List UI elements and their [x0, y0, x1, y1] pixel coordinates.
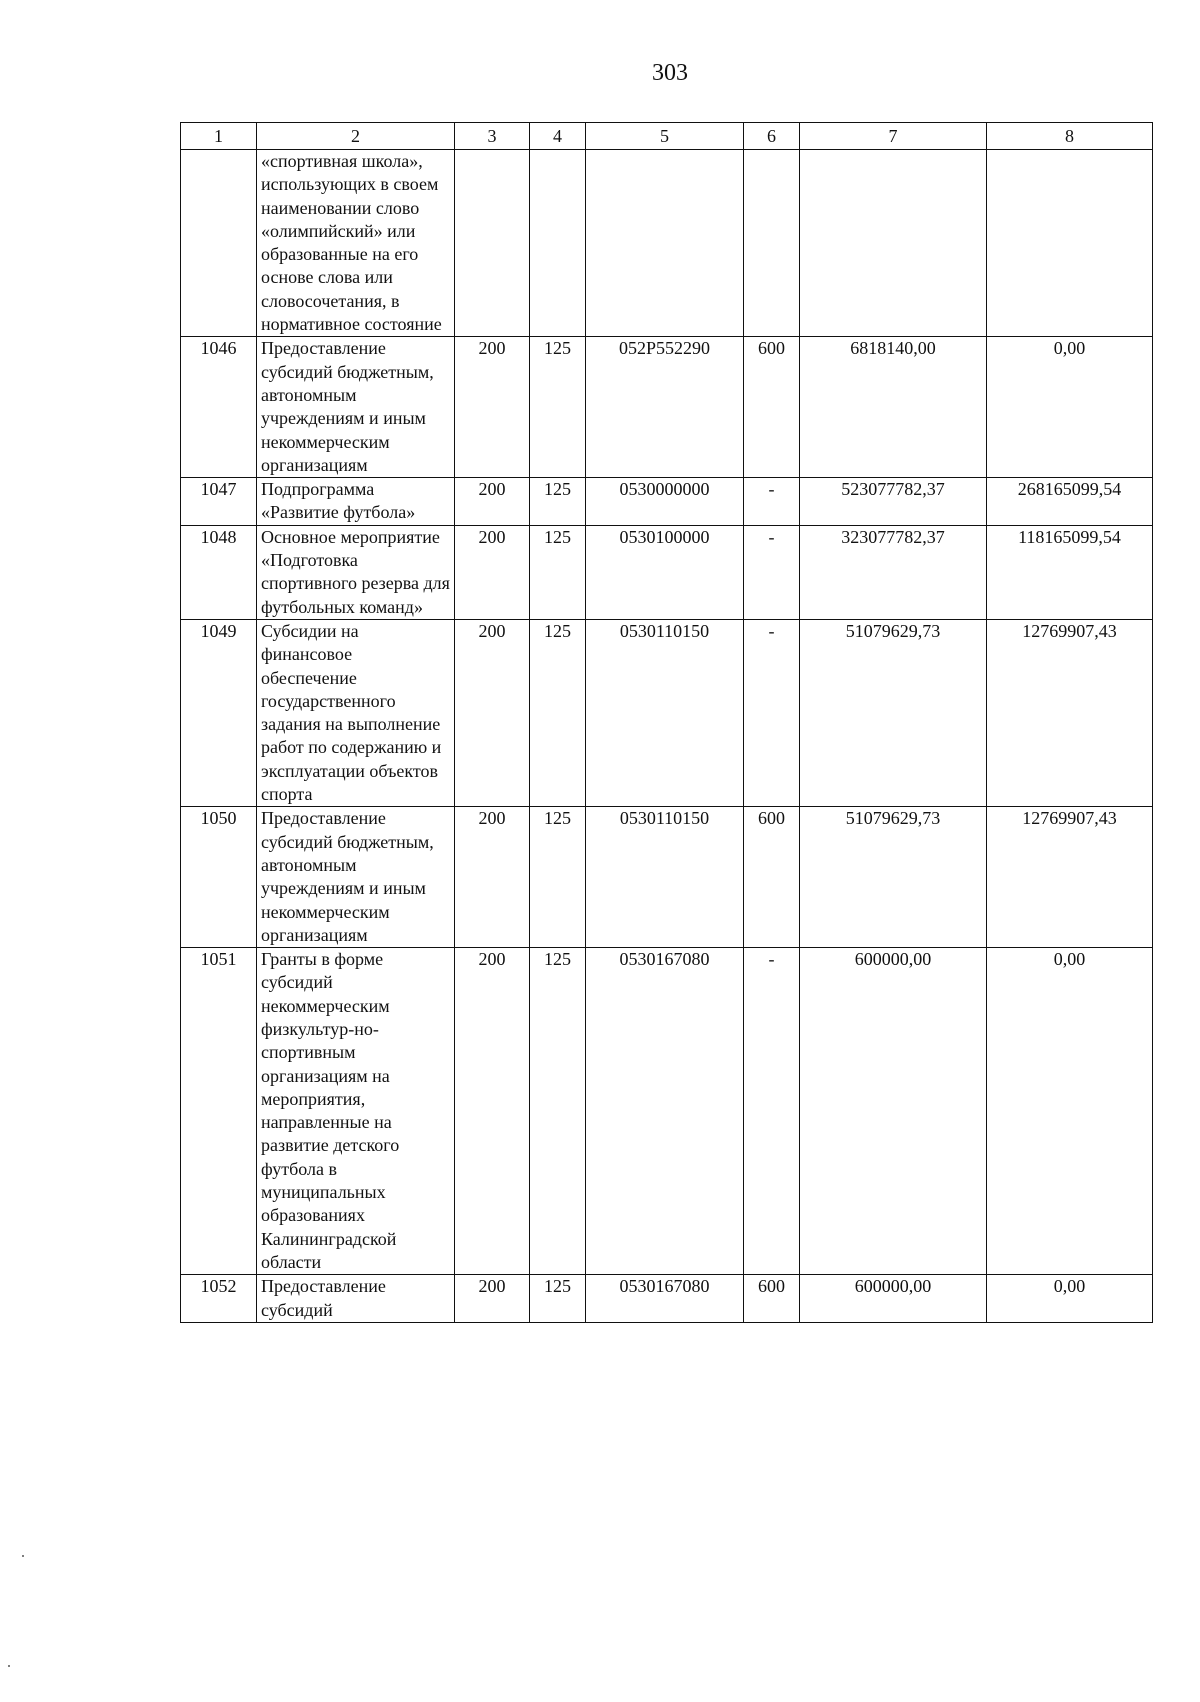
- header-col-5: 5: [586, 123, 744, 150]
- table-row: [181, 948, 1153, 1275]
- row-sum-2: 268165099,54: [987, 478, 1153, 526]
- row-sum-1: 6818140,00: [800, 337, 987, 478]
- row-csr: 052P552290: [586, 337, 744, 478]
- row-sum-1: 600000,00: [800, 1275, 987, 1323]
- row-code: 200: [455, 948, 530, 1275]
- table-row: [181, 150, 1153, 337]
- row-subsection: 125: [530, 478, 586, 526]
- row-name: Предоставление субсидий бюджетным, автономным учреждениям и иным некоммерческим организациям: [257, 337, 455, 478]
- page-number: 303: [652, 60, 688, 86]
- row-csr: [586, 150, 744, 337]
- row-sum-1: 523077782,37: [800, 478, 987, 526]
- row-number: 1046: [181, 337, 257, 478]
- row-sum-1: 323077782,37: [800, 525, 987, 619]
- scan-speck: [22, 1555, 24, 1557]
- row-vr: -: [744, 948, 800, 1275]
- row-number: 1048: [181, 525, 257, 619]
- row-sum-2: 118165099,54: [987, 525, 1153, 619]
- row-name: Подпрограмма «Развитие футбола»: [257, 478, 455, 526]
- row-subsection: 125: [530, 525, 586, 619]
- row-vr: -: [744, 525, 800, 619]
- table-header-row: [181, 123, 1153, 150]
- row-sum-2: 0,00: [987, 948, 1153, 1275]
- row-sum-2: 0,00: [987, 1275, 1153, 1323]
- row-vr: -: [744, 478, 800, 526]
- row-name: «спортивная школа», использующих в своем наименовании слово «олимпийский» или образованные на его основе слова или словосочетания, в нормативное состояние: [257, 150, 455, 337]
- header-col-8: 8: [987, 123, 1153, 150]
- row-sum-1: [800, 150, 987, 337]
- row-csr: 0530110150: [586, 619, 744, 806]
- row-sum-2: 12769907,43: [987, 807, 1153, 948]
- row-name: Предоставление субсидий бюджетным, автономным учреждениям и иным некоммерческим организациям: [257, 807, 455, 948]
- row-csr: 0530110150: [586, 807, 744, 948]
- row-code: 200: [455, 1275, 530, 1323]
- header-col-1: 1: [181, 123, 257, 150]
- table-row: [181, 1275, 1153, 1323]
- table-row: [181, 337, 1153, 478]
- row-sum-1: 51079629,73: [800, 619, 987, 806]
- row-number: 1049: [181, 619, 257, 806]
- header-col-6: 6: [744, 123, 800, 150]
- table-row: [181, 807, 1153, 948]
- row-code: 200: [455, 525, 530, 619]
- row-csr: 0530167080: [586, 1275, 744, 1323]
- row-number: 1052: [181, 1275, 257, 1323]
- row-name: Субсидии на финансовое обеспечение государственного задания на выполнение работ по содержанию и эксплуатации объектов спорта: [257, 619, 455, 806]
- row-sum-2: 12769907,43: [987, 619, 1153, 806]
- row-subsection: 125: [530, 807, 586, 948]
- table-row: [181, 478, 1153, 526]
- row-code: 200: [455, 807, 530, 948]
- row-vr: [744, 150, 800, 337]
- row-subsection: 125: [530, 1275, 586, 1323]
- row-vr: 600: [744, 1275, 800, 1323]
- row-subsection: 125: [530, 948, 586, 1275]
- row-subsection: 125: [530, 337, 586, 478]
- row-code: 200: [455, 619, 530, 806]
- row-number: 1051: [181, 948, 257, 1275]
- row-sum-2: [987, 150, 1153, 337]
- row-name: Предоставление субсидий: [257, 1275, 455, 1323]
- row-code: 200: [455, 337, 530, 478]
- row-csr: 0530000000: [586, 478, 744, 526]
- header-col-3: 3: [455, 123, 530, 150]
- row-vr: 600: [744, 337, 800, 478]
- row-number: [181, 150, 257, 337]
- row-number: 1050: [181, 807, 257, 948]
- row-name: Гранты в форме субсидий некоммерческим физкультур-но-спортивным организациям на мероприятия, направленные на развитие детского футбола в муниципальных образованиях Калининградской области: [257, 948, 455, 1275]
- row-vr: -: [744, 619, 800, 806]
- row-code: [455, 150, 530, 337]
- budget-table: [180, 122, 1153, 1323]
- header-col-7: 7: [800, 123, 987, 150]
- table-row: [181, 525, 1153, 619]
- row-vr: 600: [744, 807, 800, 948]
- row-number: 1047: [181, 478, 257, 526]
- table-row: [181, 619, 1153, 806]
- row-sum-2: 0,00: [987, 337, 1153, 478]
- header-col-4: 4: [530, 123, 586, 150]
- row-sum-1: 600000,00: [800, 948, 987, 1275]
- scan-speck: [8, 1665, 10, 1667]
- row-csr: 0530100000: [586, 525, 744, 619]
- row-code: 200: [455, 478, 530, 526]
- row-name: Основное мероприятие «Подготовка спортивного резерва для футбольных команд»: [257, 525, 455, 619]
- row-sum-1: 51079629,73: [800, 807, 987, 948]
- row-subsection: [530, 150, 586, 337]
- row-csr: 0530167080: [586, 948, 744, 1275]
- header-col-2: 2: [257, 123, 455, 150]
- row-subsection: 125: [530, 619, 586, 806]
